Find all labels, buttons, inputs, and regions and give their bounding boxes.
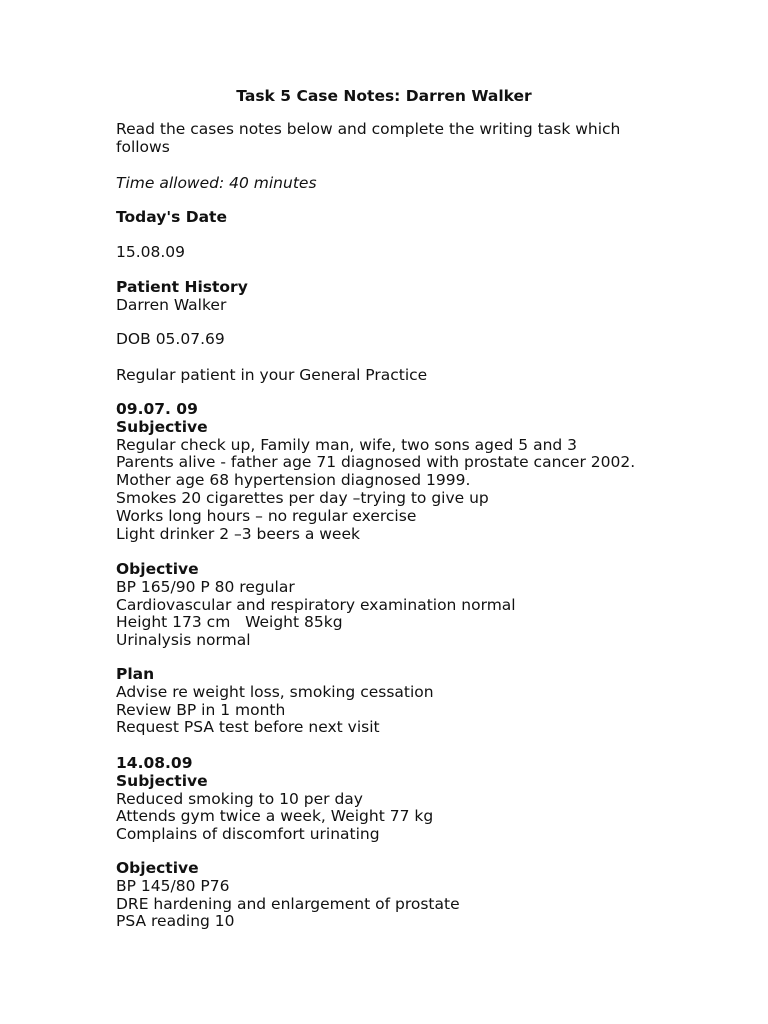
- objective-line: Cardiovascular and respiratory examination normal: [116, 595, 516, 614]
- objective-line: BP 165/90 P 80 regular: [116, 577, 295, 596]
- patient-history-heading: Patient History: [116, 278, 248, 296]
- objective-line: PSA reading 10: [116, 912, 235, 931]
- objective-line: BP 145/80 P76: [116, 876, 230, 895]
- subjective-line: Reduced smoking to 10 per day: [116, 789, 363, 808]
- patient-dob: DOB 05.07.69: [116, 330, 225, 348]
- objective-line: Height 173 cm Weight 85kg: [116, 613, 343, 632]
- subjective-line: Attends gym twice a week, Weight 77 kg: [116, 807, 434, 826]
- time-allowed: Time allowed: 40 minutes: [116, 174, 317, 192]
- visit-2-objective: [116, 860, 716, 931]
- subjective-heading: Subjective: [116, 417, 208, 436]
- regular-patient-note: Regular patient in your General Practice: [116, 366, 428, 384]
- objective-heading: Objective: [116, 859, 199, 877]
- document-title: Task 5 Case Notes: Darren Walker: [236, 87, 532, 105]
- visit-1-objective: [116, 561, 716, 650]
- subjective-heading: Subjective: [116, 771, 208, 790]
- subjective-line: Complains of discomfort urinating: [116, 825, 380, 844]
- todays-date-value: 15.08.09: [116, 243, 186, 261]
- visit-1-plan: [116, 666, 716, 737]
- subjective-line: Mother age 68 hypertension diagnosed 1999.: [116, 471, 471, 490]
- objective-line: DRE hardening and enlargement of prostate: [116, 894, 460, 913]
- subjective-line: Light drinker 2 –3 beers a week: [116, 524, 360, 543]
- visit-date: 14.08.09: [116, 754, 193, 772]
- subjective-line: Works long hours – no regular exercise: [116, 506, 417, 525]
- plan-line: Request PSA test before next visit: [116, 718, 380, 737]
- subjective-line: Smokes 20 cigarettes per day –trying to give up: [116, 488, 489, 507]
- objective-heading: Objective: [116, 560, 199, 578]
- plan-line: Review BP in 1 month: [116, 700, 286, 719]
- subjective-line: Regular check up, Family man, wife, two sons aged 5 and 3: [116, 435, 578, 454]
- visit-1-section: [116, 401, 716, 543]
- subjective-line: Parents alive - father age 71 diagnosed with prostate cancer 2002.: [116, 453, 636, 472]
- objective-line: Urinalysis normal: [116, 631, 251, 650]
- visit-2-section: [116, 755, 716, 844]
- visit-date: 09.07. 09: [116, 400, 198, 418]
- plan-heading: Plan: [116, 665, 155, 683]
- intro-text: Read the cases notes below and complete the writing task which follows: [116, 120, 621, 156]
- plan-line: Advise re weight loss, smoking cessation: [116, 682, 434, 701]
- todays-date-heading: Today's Date: [116, 208, 227, 226]
- patient-name: Darren Walker: [116, 296, 227, 314]
